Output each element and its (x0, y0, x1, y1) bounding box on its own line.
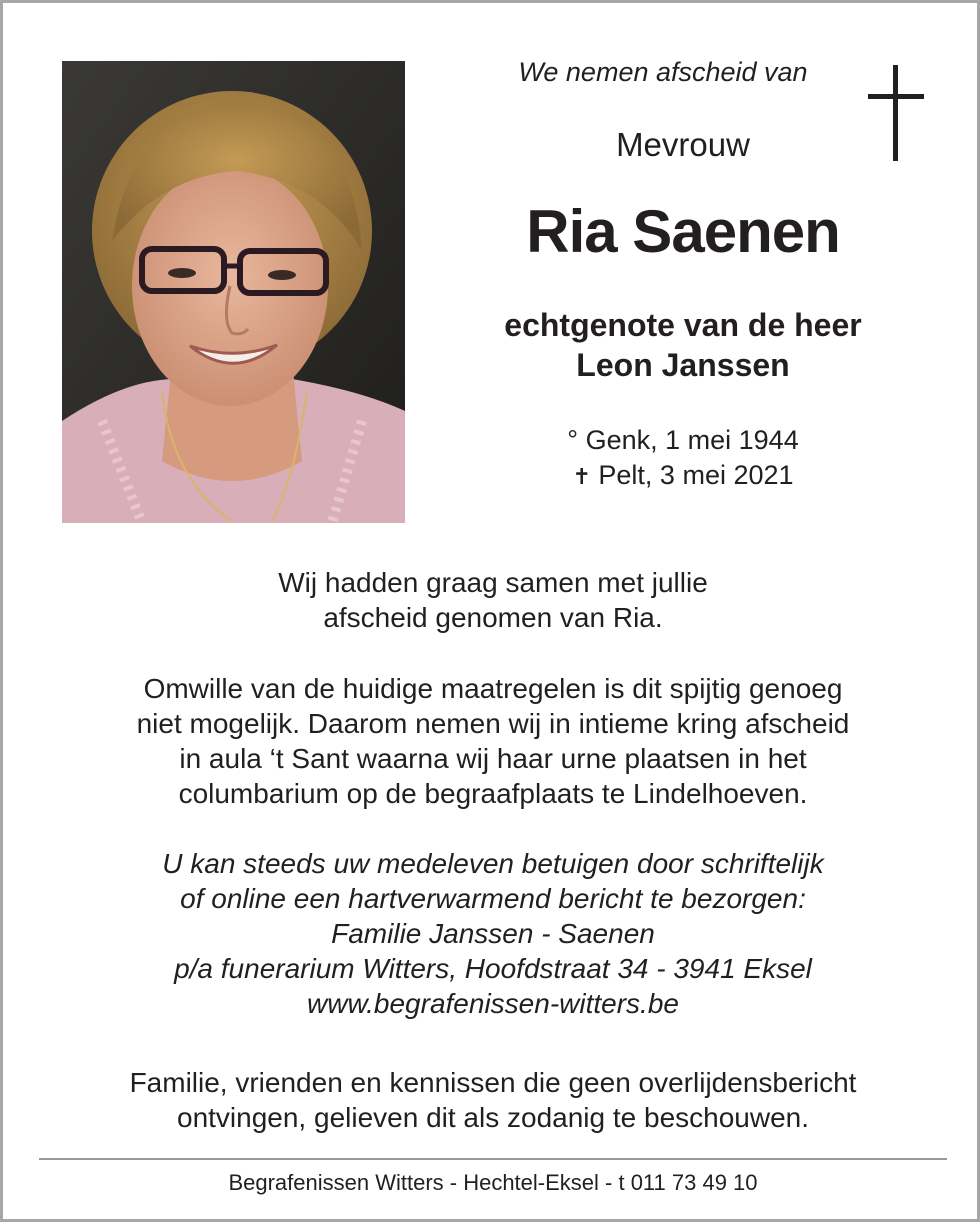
paragraph-notice (43, 1065, 943, 1135)
spouse-info (453, 305, 913, 385)
honorific: Mevrouw (616, 126, 750, 163)
paragraph-condolences (43, 846, 943, 1021)
family-name-line: Familie Janssen - Saenen (331, 918, 655, 949)
text-line: Wij hadden graag samen met jullie (278, 567, 708, 598)
intro-text: We nemen afscheid van (518, 57, 808, 87)
text-line: of online een hartverwarmend bericht te bezorgen: (180, 883, 806, 914)
website-link[interactable]: www.begrafenissen-witters.be (307, 988, 679, 1019)
small-cross-icon: ✝ (572, 464, 591, 489)
text-line: in aula ‘t Sant waarna wij haar urne plaatsen in het (179, 743, 807, 774)
spouse-line-1: echtgenote van de heer (504, 307, 862, 343)
paragraph-measures (43, 671, 943, 811)
portrait-photo (62, 61, 405, 523)
deceased-name: Ria Saenen (526, 198, 840, 265)
text-line: ontvingen, gelieven dit als zodanig te beschouwen. (177, 1102, 809, 1133)
text-line: Familie, vrienden en kennissen die geen overlijdensbericht (129, 1067, 857, 1098)
address-line: p/a funerarium Witters, Hoofdstraat 34 - 3941 Eksel (174, 953, 812, 984)
footer-divider (39, 1158, 947, 1160)
text-line: Omwille van de huidige maatregelen is dit spijtig genoeg (143, 673, 843, 704)
death-date: Pelt, 3 mei 2021 (598, 460, 794, 490)
birth-date: ° Genk, 1 mei 1944 (567, 425, 799, 455)
text-line: afscheid genomen van Ria. (323, 602, 663, 633)
spouse-line-2: Leon Janssen (576, 347, 790, 383)
text-line: columbarium op de begraafplaats te Lindelhoeven. (178, 778, 808, 809)
text-line: niet mogelijk. Daarom nemen wij in intieme kring afscheid (136, 708, 850, 739)
life-dates (453, 423, 913, 494)
text-line: U kan steeds uw medeleven betuigen door schriftelijk (162, 848, 824, 879)
footer-text: Begrafenissen Witters - Hechtel-Eksel - t 011 73 49 10 (228, 1170, 758, 1195)
death-date-line (453, 458, 913, 494)
paragraph-farewell (43, 565, 943, 635)
